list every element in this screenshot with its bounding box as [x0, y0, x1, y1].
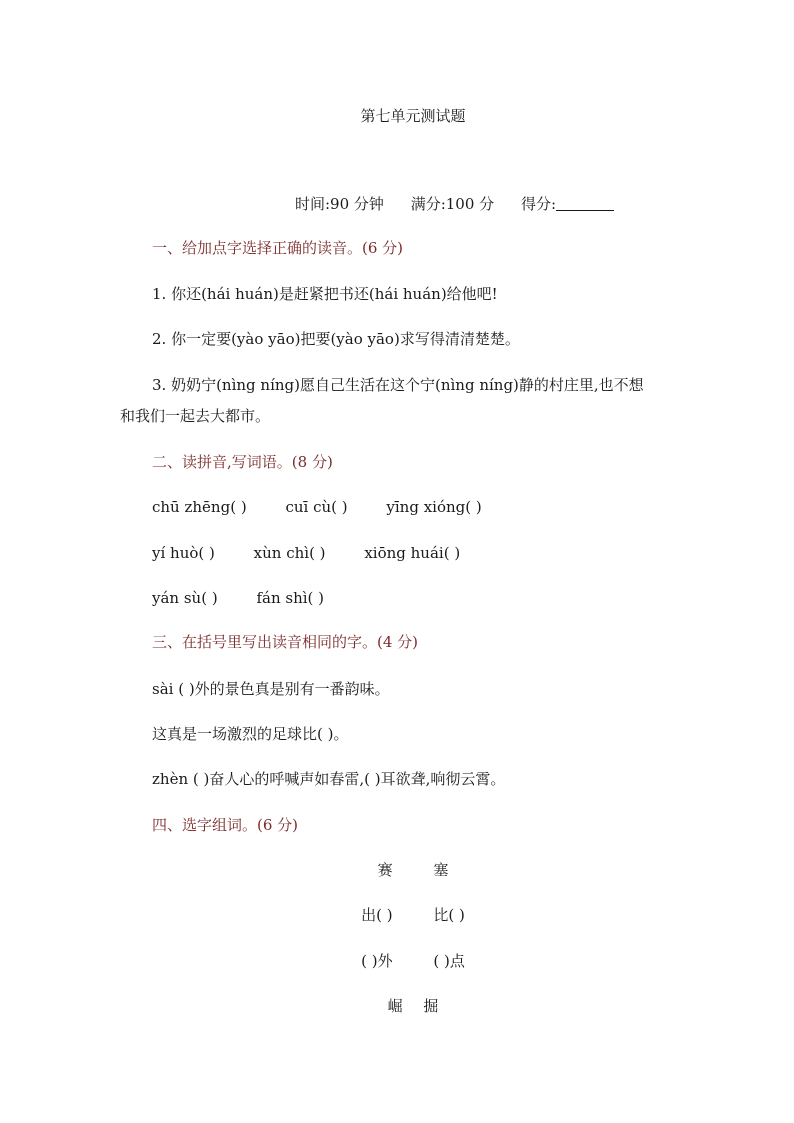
s4-item: 比( ) — [433, 906, 465, 924]
s2-item: cuī cù( ) — [285, 498, 348, 516]
section-1-score: (6 分) — [362, 239, 404, 257]
section-1-heading — [152, 238, 403, 258]
s2-row-2 — [152, 543, 494, 563]
s4-char: 崛 — [387, 997, 403, 1015]
section-4-title: 四、选字组词。 — [152, 816, 258, 834]
s2-row-3 — [152, 588, 358, 608]
s3-question-3: zhèn ( )奋人心的呼喊声如春雷,( )耳欲聋,响彻云霄。 — [152, 770, 506, 788]
s2-item: xiōng huái( ) — [364, 544, 461, 562]
section-2-heading — [152, 452, 333, 472]
s2-item: chū zhēng( ) — [152, 498, 247, 516]
s1-question-3b: 和我们一起去大都市。 — [120, 407, 271, 425]
s4-row-2 — [0, 951, 794, 971]
score-label: 得分: — [520, 195, 556, 213]
section-2-title: 二、读拼音,写词语。 — [152, 453, 292, 471]
s4-char: 掘 — [423, 997, 439, 1015]
section-3-heading — [152, 632, 418, 652]
s2-item: fán shì( ) — [256, 589, 325, 607]
s2-item: xùn chì( ) — [253, 544, 326, 562]
s4-char-pair-1 — [0, 860, 794, 880]
s2-item: yí huò( ) — [152, 544, 215, 562]
score-blank[interactable] — [556, 196, 614, 211]
full-score-label: 满分:100 分 — [410, 195, 495, 213]
section-1-title: 一、给加点字选择正确的读音。 — [152, 239, 363, 257]
s4-item: 出( ) — [361, 906, 393, 924]
s1-question-1: 1. 你还(hái huán)是赶紧把书还(hái huán)给他吧! — [152, 285, 498, 303]
s4-char: 塞 — [433, 861, 449, 879]
s4-item: ( )外 — [361, 952, 393, 970]
exam-meta — [295, 194, 614, 214]
s2-row-1 — [152, 497, 516, 517]
s2-item: yán sù( ) — [152, 589, 218, 607]
s4-row-1 — [0, 905, 794, 925]
time-label: 时间:90 分钟 — [295, 195, 384, 213]
s4-item: ( )点 — [433, 952, 465, 970]
page-title: 第七单元测试题 — [360, 107, 466, 125]
s3-question-1: sài ( )外的景色真是别有一番韵味。 — [152, 680, 390, 698]
section-2-score: (8 分) — [291, 453, 333, 471]
section-4-score: (6 分) — [257, 816, 299, 834]
s1-question-2: 2. 你一定要(yào yāo)把要(yào yāo)求写得清清楚楚。 — [152, 330, 520, 348]
section-3-score: (4 分) — [377, 633, 419, 651]
s2-item: yīng xióng( ) — [386, 498, 482, 516]
section-3-title: 三、在括号里写出读音相同的字。 — [152, 633, 378, 651]
s3-question-2: 这真是一场激烈的足球比( )。 — [152, 725, 349, 743]
s4-char: 赛 — [377, 861, 393, 879]
s1-question-3a: 3. 奶奶宁(nìng níng)愿自己生活在这个宁(nìng níng)静的村庄里,也不想 — [152, 376, 644, 394]
s4-char-pair-2 — [0, 996, 794, 1016]
section-4-heading — [152, 815, 298, 835]
